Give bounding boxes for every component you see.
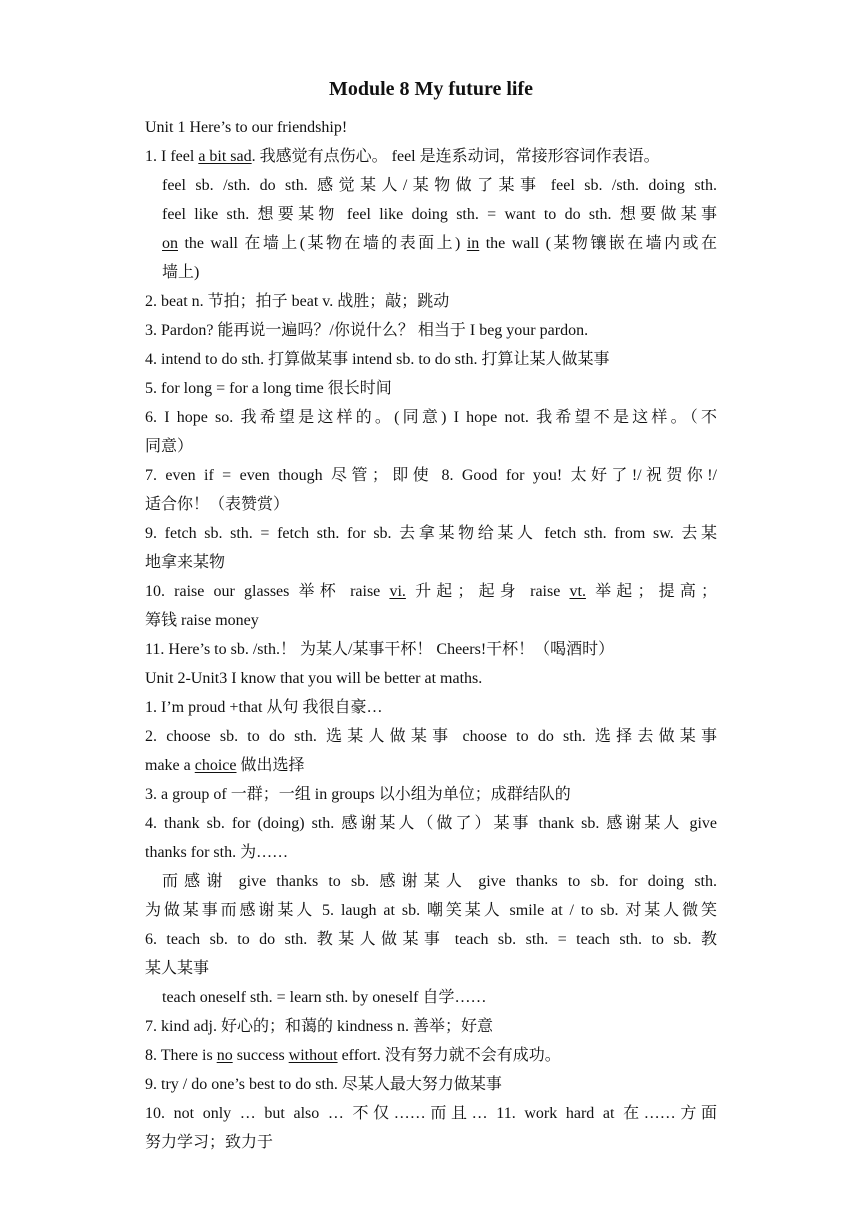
text-segment: the wall (某物镶嵌在墙内或在 — [479, 235, 717, 252]
text-segment: make a — [145, 757, 195, 774]
text-segment: 同意） — [145, 438, 194, 455]
text-line — [145, 958, 717, 987]
text-segment: 2. choose sb. to do sth. 选某人做某事 choose to do sth. 选择去做某事 — [145, 728, 717, 745]
text-line — [145, 610, 717, 639]
text-line — [145, 175, 717, 204]
text-line — [145, 784, 717, 813]
text-line — [145, 668, 717, 697]
text-segment: feel sb. /sth. do sth. 感觉某人/某物做了某事 feel sb. /sth. doing sth. — [162, 177, 717, 194]
underlined-text: vi. — [389, 583, 406, 600]
text-segment: 2. beat n. 节拍；拍子 beat v. 战胜；敲；跳动 — [145, 293, 450, 310]
text-line — [145, 1045, 717, 1074]
text-line — [145, 929, 717, 958]
text-line — [145, 523, 717, 552]
text-segment: 而感谢 give thanks to sb. 感谢某人 give thanks to sb. for doing sth. — [162, 873, 717, 890]
text-segment: 地拿来某物 — [145, 554, 226, 571]
text-line — [145, 407, 717, 436]
text-line — [145, 320, 717, 349]
text-segment: feel like sth. 想要某物 feel like doing sth. = want to do sth. 想要做某事 — [162, 206, 717, 223]
text-segment: 9. try / do one’s best to do sth. 尽某人最大努力做某事 — [145, 1076, 502, 1093]
text-segment: . 我感觉有点伤心。 feel 是连系动词，常接形容词作表语。 — [251, 148, 660, 165]
text-segment: 10. raise our glasses 举杯 raise — [145, 583, 390, 600]
text-segment: 7. even if = even though 尽管；即使 8. Good for you! 太好了!/祝贺你!/ — [145, 467, 717, 484]
text-segment: 11. Here’s to sb. /sth.！ 为某人/某事干杯！ Cheers!干杯！（喝酒时） — [145, 641, 615, 658]
text-segment: 10. not only … but also … 不仅……而且… 11. work hard at 在……方面 — [145, 1105, 717, 1122]
text-segment: teach oneself sth. = learn sth. by oneself 自学…… — [162, 989, 487, 1006]
text-line — [145, 204, 717, 233]
text-line — [145, 494, 717, 523]
underlined-text: a bit sad — [198, 148, 252, 165]
text-line — [145, 987, 717, 1016]
text-line — [145, 871, 717, 900]
text-line — [145, 146, 717, 175]
text-segment: 4. thank sb. for (doing) sth. 感谢某人（做了）某事 thank sb. 感谢某人 give — [145, 815, 717, 832]
text-line — [145, 726, 717, 755]
text-line — [145, 697, 717, 726]
text-line — [145, 117, 717, 146]
underlined-text: in — [466, 235, 480, 252]
text-segment: 1. I’m proud +that 从句 我很自豪… — [145, 699, 383, 716]
text-line — [145, 1016, 717, 1045]
text-segment: thanks for sth. 为…… — [145, 844, 289, 861]
text-line — [145, 813, 717, 842]
text-segment: 举起；提高； — [585, 583, 717, 600]
text-line — [145, 291, 717, 320]
text-line — [145, 755, 717, 784]
text-segment: 做出选择 — [236, 757, 305, 774]
text-segment: 为做某事而感谢某人 5. laugh at sb. 嘲笑某人 smile at / to sb. 对某人微笑 — [145, 902, 717, 919]
text-segment: 3. a group of 一群；一组 in groups 以小组为单位；成群结队的 — [145, 786, 571, 803]
underlined-text: on — [162, 235, 178, 252]
text-segment: 1. I feel — [145, 148, 199, 165]
text-segment: 墙上) — [162, 264, 200, 281]
text-segment: the wall 在墙上(某物在墙的表面上) — [178, 235, 467, 252]
text-segment: 7. kind adj. 好心的；和蔼的 kindness n. 善举；好意 — [145, 1018, 493, 1035]
underlined-text: no — [216, 1047, 233, 1064]
text-line — [145, 842, 717, 871]
text-line — [145, 262, 717, 291]
underlined-text: vt. — [569, 583, 586, 600]
text-segment: 某人某事 — [145, 960, 210, 977]
page-title: Module 8 My future life — [328, 78, 534, 100]
underlined-text: without — [288, 1047, 338, 1064]
text-line — [145, 349, 717, 378]
text-segment: 9. fetch sb. sth. = fetch sth. for sb. 去拿某物给某人 fetch sth. from sw. 去某 — [145, 525, 717, 542]
text-segment: 适合你！（表赞赏） — [145, 496, 290, 513]
text-line — [145, 581, 717, 610]
text-segment: 5. for long = for a long time 很长时间 — [145, 380, 392, 397]
text-line — [145, 900, 717, 929]
text-line — [145, 552, 717, 581]
text-segment: 8. There is — [145, 1047, 217, 1064]
text-segment: 筹钱 raise money — [145, 612, 259, 629]
text-segment: 6. teach sb. to do sth. 教某人做某事 teach sb. sth. = teach sth. to sb. 教 — [145, 931, 717, 948]
text-segment: 6. I hope so. 我希望是这样的。(同意) I hope not. 我希望不是这样。（不 — [145, 409, 717, 426]
text-line — [145, 436, 717, 465]
text-line — [145, 1132, 717, 1161]
text-line — [145, 639, 717, 668]
text-segment: 4. intend to do sth. 打算做某事 intend sb. to do sth. 打算让某人做某事 — [145, 351, 610, 368]
text-line — [145, 1103, 717, 1132]
text-segment: effort. 没有努力就不会有成功。 — [337, 1047, 561, 1064]
text-segment: 3. Pardon? 能再说一遍吗？/你说什么？ 相当于 I beg your pardon. — [145, 322, 589, 339]
text-line — [145, 1074, 717, 1103]
text-line — [145, 233, 717, 262]
text-segment: Unit 1 Here’s to our friendship! — [145, 119, 348, 136]
text-segment: Unit 2-Unit3 I know that you will be better at maths. — [145, 670, 483, 687]
text-segment: success — [232, 1047, 289, 1064]
text-line — [145, 378, 717, 407]
text-segment: 升起；起身 raise — [405, 583, 570, 600]
underlined-text: choice — [194, 757, 237, 774]
text-line — [145, 465, 717, 494]
text-segment: 努力学习；致力于 — [145, 1134, 274, 1151]
